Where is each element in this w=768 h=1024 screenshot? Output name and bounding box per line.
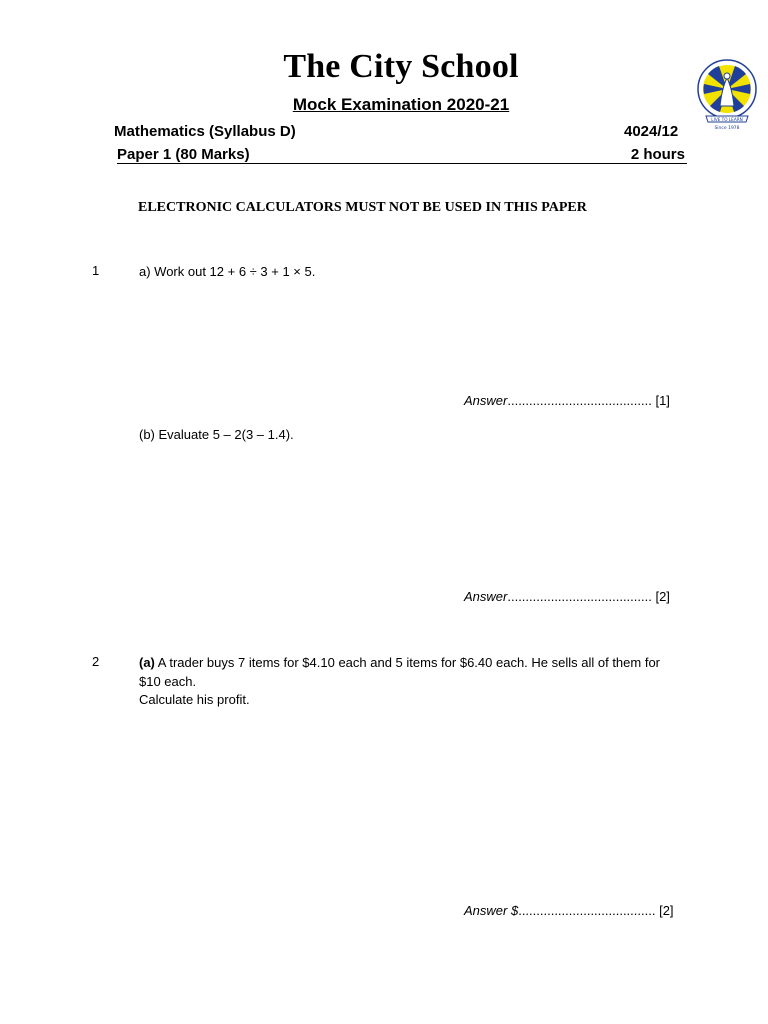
calculator-warning: ELECTRONIC CALCULATORS MUST NOT BE USED IN THIS PAPER (138, 200, 587, 215)
part-label: (a) (139, 655, 155, 670)
question-2a-line2: $10 each. (139, 673, 197, 689)
subject-title: Mathematics (Syllabus D) (114, 123, 296, 140)
exam-title: Mock Examination 2020-21 (292, 95, 510, 114)
question-number: 1 (92, 263, 100, 278)
question-2a-text (139, 654, 719, 710)
answer-label: Answer $ (464, 903, 519, 918)
answer-dots: ...................................... (518, 903, 656, 918)
marks: [1] (655, 393, 670, 408)
question-1b-text: (b) Evaluate 5 – 2(3 – 1.4). (139, 427, 294, 442)
paper-duration: 2 hours (630, 146, 685, 163)
question-2a-line3: Calculate his profit. (139, 692, 250, 707)
paper-code: 4024/12 (624, 123, 679, 140)
answer-line-1b (464, 589, 670, 604)
answer-line-2a (464, 903, 674, 918)
marks: [2] (659, 903, 674, 918)
crest-since: Since 1978 (714, 126, 740, 131)
school-name: The City School (283, 48, 519, 85)
crest-motto: LIVE TO LEARN (711, 116, 743, 122)
question-number: 2 (92, 654, 100, 669)
answer-line-1a (464, 393, 670, 408)
school-crest-icon (696, 58, 758, 136)
paper-info-line (117, 146, 687, 164)
answer-label: Answer (464, 393, 508, 408)
marks: [2] (655, 589, 670, 604)
question-2a-line1: A trader buys 7 items for $4.10 each and 5 items for $6.40 each. He sells all of them for (157, 655, 661, 670)
answer-label: Answer (464, 589, 508, 604)
answer-dots: ........................................ (507, 589, 652, 604)
question-1a-text: a) Work out 12 + 6 ÷ 3 + 1 × 5. (139, 264, 316, 279)
answer-dots: ........................................ (507, 393, 652, 408)
paper-marks: Paper 1 (80 Marks) (117, 146, 250, 163)
